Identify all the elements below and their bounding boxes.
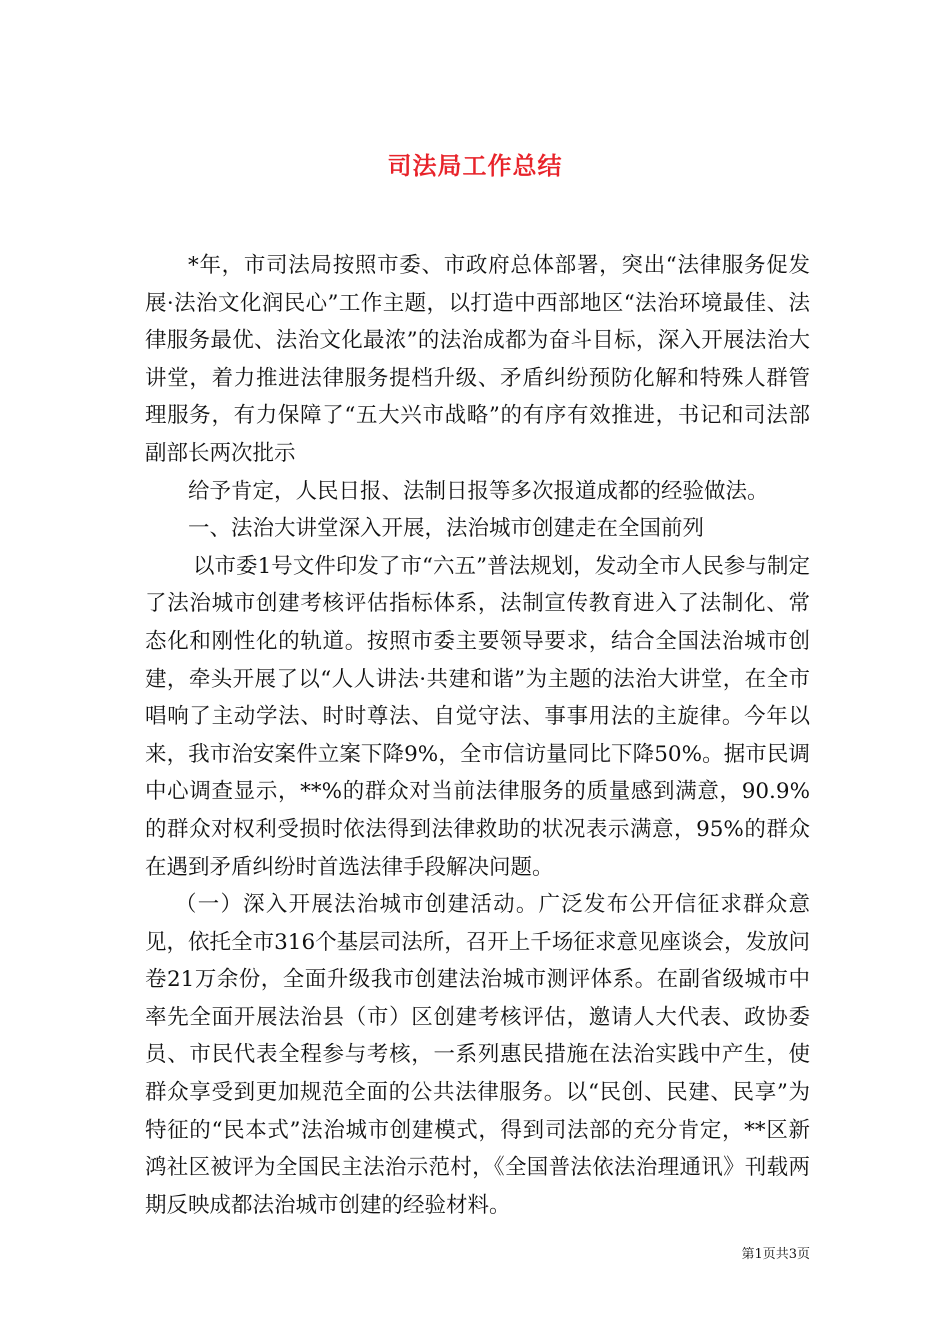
paragraph-subsection-1: （一）深入开展法治城市创建活动。广泛发布公开信征求群众意见，依托全市316个基层司法所，召开上千场征求意见座谈会，发放问卷21万余份，全面升级我市创建法治城市测评体系。在副省级城市中率先全面开展法治县（市）区创建考核评估，邀请人大代表、政协委员、市民代表全程参与考核，一系列惠民措施在法治实践中产生，使群众享受到更加规范全面的公共法律服务。以“民创、民建、民享”为特征的“民本式”法治城市创建模式，得到司法部的充分肯定，**区新鸿社区被评为全国民主法治示范村，《全国普法依法治理通讯》刊载两期反映成都法治城市创建的经验材料。	[145, 892, 810, 1218]
page-number: 第1页共3页	[741, 1247, 810, 1262]
paragraph-section-1: 以市委1号文件印发了市“六五”普法规划，发动全市人民参与制定了法治城市创建考核评估指标体系，法制宣传教育进入了法制化、常态化和刚性化的轨道。按照市委主要领导要求，结合全国法治城市创建，牵头开展了以“人人讲法·共建和谐”为主题的法治大讲堂，在全市唱响了主动学法、时时尊法、自觉守法、事事用法的主旋律。今年以来，我市治安案件立案下降9%，全市信访量同比下降50%。据市民调中心调查显示，**%的群众对当前法律服务的质量感到满意，90.9%的群众对权利受损时依法得到法律救助的状况表示满意，95%的群众在遇到矛盾纠纷时首选法律手段解决问题。	[145, 553, 810, 880]
document-title: 司法局工作总结	[387, 151, 563, 181]
section-heading-1: 一、法治大讲堂深入开展，法治城市创建走在全国前列	[188, 516, 705, 542]
paragraph-intro: *年，市司法局按照市委、市政府总体部署，突出“法律服务促发展·法治文化润民心”工作主题，以打造中西部地区“法治环境最佳、法律服务最优、法治文化最浓”的法治成都为奋斗目标，深入开展法治大讲堂，着力推进法律服务提档升级、矛盾纠纷预防化解和特殊人群管理服务，有力保障了“五大兴市战略”的有序有效推进，书记和司法部副部长两次批示	[145, 253, 810, 466]
paragraph-intro-continued: 给予肯定，人民日报、法制日报等多次报道成都的经验做法。	[188, 478, 769, 504]
document-body	[145, 247, 810, 1224]
